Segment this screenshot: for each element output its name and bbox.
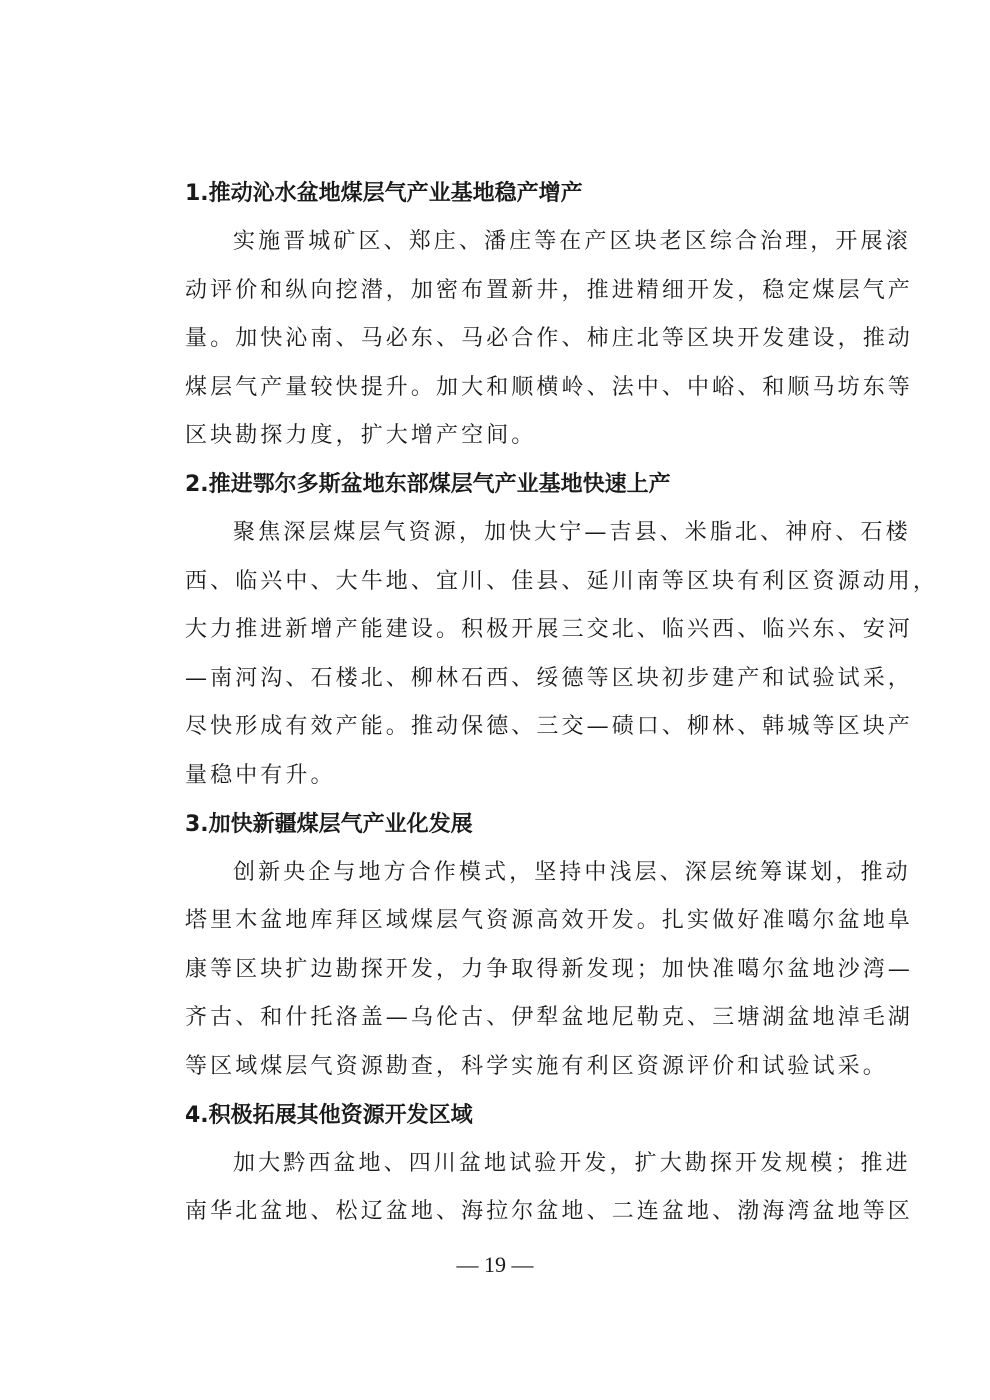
paragraph-line: 加大黔西盆地、四川盆地试验开发，扩大勘探开发规模；推进 xyxy=(233,1150,911,1176)
section-heading-3: 3.加快新疆煤层气产业化发展 xyxy=(185,811,473,837)
paragraph-line: 量稳中有升。 xyxy=(185,762,336,788)
document-body xyxy=(137,170,939,1237)
section-heading-2: 2.推进鄂尔多斯盆地东部煤层气产业基地快速上产 xyxy=(185,471,671,497)
paragraph-line: 尽快形成有效产能。推动保德、三交—碛口、柳林、韩城等区块产 xyxy=(185,714,913,740)
paragraph-line: 动评价和纵向挖潜，加密布置新井，推进精细开发，稳定煤层气产 xyxy=(185,277,913,303)
section-paragraph-4 xyxy=(137,1140,913,1237)
paragraph-line: 西、临兴中、大牛地、宜川、佳县、延川南等区块有利区资源动用， xyxy=(185,568,939,594)
paragraph-line: 等区域煤层气资源勘查，科学实施有利区资源评价和试验试采。 xyxy=(185,1053,888,1079)
page-number: — 19 — xyxy=(456,1252,534,1277)
paragraph-line: 聚焦深层煤层气资源，加快大宁—吉县、米脂北、神府、石楼 xyxy=(233,519,911,545)
paragraph-line: 康等区块扩边勘探开发，力争取得新发现；加快准噶尔盆地沙湾— xyxy=(185,956,913,982)
paragraph-line: 塔里木盆地库拜区域煤层气资源高效开发。扎实做好准噶尔盆地阜 xyxy=(185,908,913,934)
section-paragraph-1 xyxy=(137,218,913,461)
section-heading-4: 4.积极拓展其他资源开发区域 xyxy=(185,1102,473,1128)
section-paragraph-2 xyxy=(137,509,939,801)
paragraph-line: 齐古、和什托洛盖—乌伦古、伊犁盆地尼勒克、三塘湖盆地淖毛湖 xyxy=(185,1005,913,1031)
paragraph-line: 大力推进新增产能建设。积极开展三交北、临兴西、临兴东、安河 xyxy=(185,617,913,643)
paragraph-line: 创新央企与地方合作模式，坚持中浅层、深层统筹谋划，推动 xyxy=(233,859,911,885)
paragraph-line: 南华北盆地、松辽盆地、海拉尔盆地、二连盆地、渤海湾盆地等区 xyxy=(185,1199,913,1225)
paragraph-line: 实施晋城矿区、郑庄、潘庄等在产区块老区综合治理，开展滚 xyxy=(233,229,911,254)
section-heading-1: 1.推动沁水盆地煤层气产业基地稳产增产 xyxy=(185,181,583,206)
section-paragraph-3 xyxy=(137,849,913,1092)
paragraph-line: —南河沟、石楼北、柳林石西、绥德等区块初步建产和试验试采， xyxy=(185,665,913,691)
paragraph-line: 量。加快沁南、马必东、马必合作、柿庄北等区块开发建设，推动 xyxy=(185,326,913,352)
paragraph-line: 煤层气产量较快提升。加大和顺横岭、法中、中峪、和顺马坊东等 xyxy=(185,374,913,400)
paragraph-line: 区块勘探力度，扩大增产空间。 xyxy=(185,423,537,449)
